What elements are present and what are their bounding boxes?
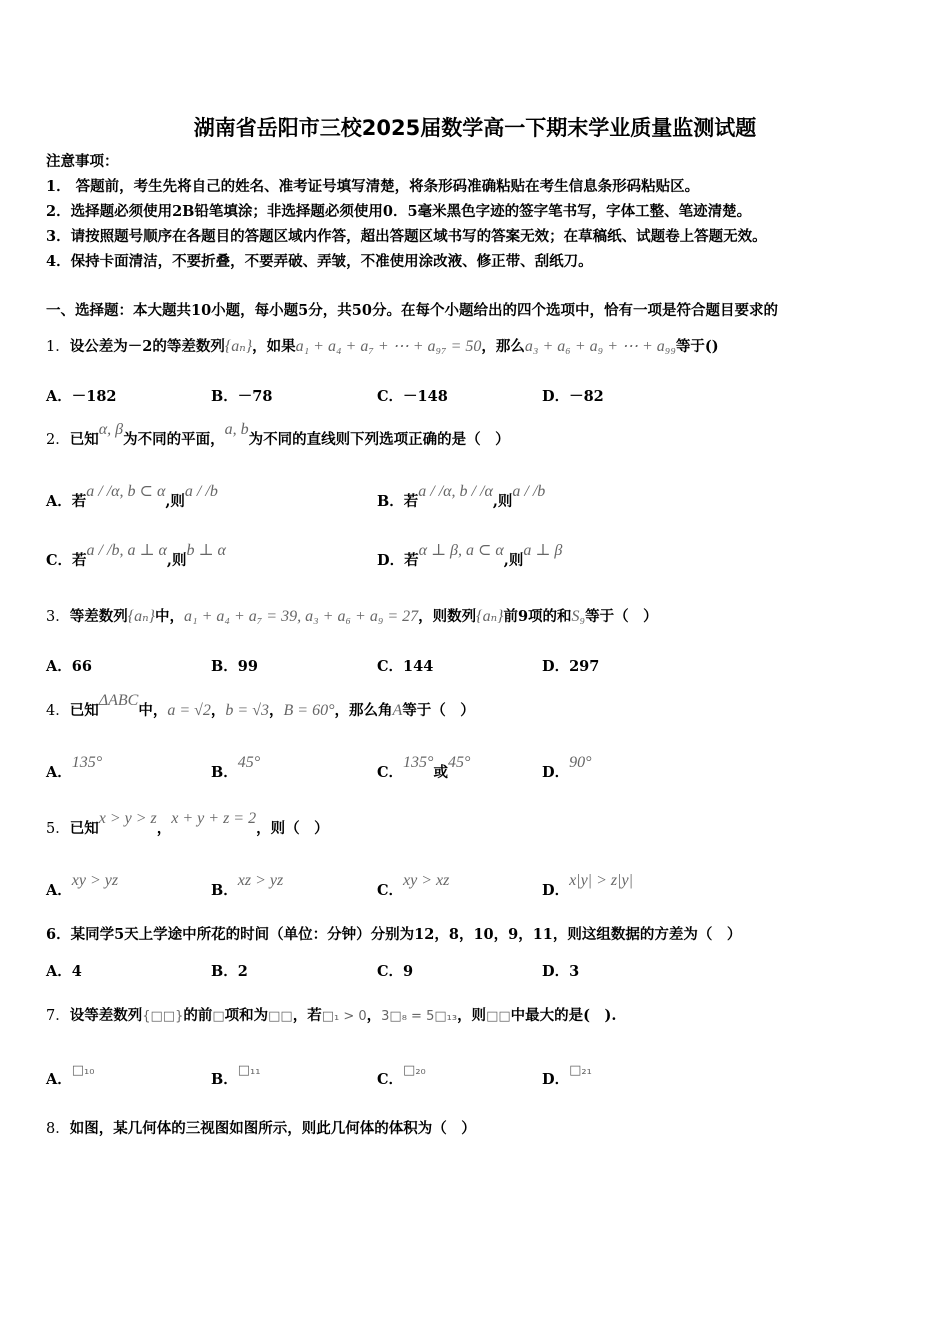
math-expression: B = 60°	[283, 702, 335, 719]
question-text: ，则（ ）	[256, 820, 329, 837]
question-text: ，	[156, 820, 172, 837]
option-d[interactable]: D．90°	[542, 754, 592, 781]
question-text: ，如果	[252, 338, 296, 355]
math-expression: α, β	[98, 421, 124, 438]
question-text: 为不同的平面，	[123, 431, 225, 448]
question-text: 设公差为－2的等差数列	[69, 338, 225, 355]
question-number: 4．	[46, 703, 70, 719]
question-1	[46, 337, 719, 357]
option-a[interactable]: A．66	[46, 658, 92, 675]
question-text: 已知	[69, 702, 99, 719]
question-2	[46, 421, 510, 450]
question-number: 1．	[46, 339, 70, 355]
question-number: 5．	[46, 821, 70, 837]
question-text: 如图，某几何体的三视图如图所示，则此几何体的体积为（ ）	[69, 1120, 476, 1137]
math-expression: □₁ > 0	[321, 1009, 367, 1024]
option-a[interactable]: A．4	[46, 963, 82, 980]
notice-item: 2．选择题必须使用2B铅笔填涂；非选择题必须使用0．5毫米黑色字迹的签字笔书写，字体工整、笔迹清楚。	[46, 203, 752, 220]
math-expression: a₁ + a₄ + a₇ = 39, a₃ + a₆ + a₉ = 27	[184, 608, 419, 625]
option-b[interactable]: B．99	[211, 658, 258, 675]
option-b[interactable]: B．45°	[211, 754, 261, 781]
page-title: 湖南省岳阳市三校2025届数学高一下期末学业质量监测试题	[193, 116, 757, 140]
math-expression: a, b	[224, 421, 249, 438]
math-expression: ΔABC	[98, 692, 139, 709]
option-b[interactable]: B．□₁₁	[211, 1063, 261, 1088]
option-a[interactable]: A．xy > yz	[46, 872, 119, 899]
question-8	[46, 1119, 476, 1139]
question-text: 等于()	[675, 338, 719, 355]
option-a[interactable]: A．－182	[46, 388, 117, 405]
option-c[interactable]: C．144	[377, 658, 434, 675]
question-text: 中，	[155, 608, 185, 625]
math-expression: {aₙ}	[127, 608, 156, 625]
option-a[interactable]: A．若a / /α, b ⊂ α,则a / /b	[46, 483, 218, 510]
question-text: 前9项的和	[503, 608, 572, 625]
question-text: 项和为	[224, 1007, 269, 1024]
notice-heading: 注意事项：	[46, 153, 119, 170]
question-number: 8．	[46, 1121, 70, 1137]
option-b[interactable]: B．－78	[211, 388, 273, 405]
option-d[interactable]: D．3	[542, 963, 580, 980]
question-text: 已知	[69, 820, 99, 837]
question-text: ，若	[292, 1007, 322, 1024]
math-expression: S₉	[571, 608, 586, 625]
question-text: ，那么	[481, 338, 525, 355]
math-expression: b = √3	[225, 702, 269, 719]
question-text: ，	[269, 702, 284, 719]
option-b[interactable]: B．若a / /α, b / /α,则a / /b	[377, 483, 546, 510]
option-d[interactable]: D．－82	[542, 388, 604, 405]
option-b[interactable]: B．2	[211, 963, 248, 980]
math-expression: 3□₈ = 5□₁₃	[381, 1009, 458, 1024]
question-4	[46, 692, 475, 721]
question-text: ，则数列	[418, 608, 477, 625]
question-text: 等差数列	[69, 608, 128, 625]
question-5	[46, 810, 329, 839]
option-a[interactable]: A．□₁₀	[46, 1063, 95, 1088]
notice-item: 1． 答题前，考生先将自己的姓名、准考证号填写清楚，将条形码准确粘贴在考生信息条形码粘贴区。	[46, 178, 700, 195]
math-expression: a₁ + a₄ + a₇ + ⋯ + a₉₇ = 50	[295, 338, 482, 355]
option-c[interactable]: C．□₂₀	[377, 1063, 426, 1088]
option-d[interactable]: D．若α ⊥ β, a ⊂ α,则a ⊥ β	[377, 542, 563, 569]
math-expression: a = √2	[167, 702, 211, 719]
math-expression: □□	[268, 1009, 293, 1024]
math-expression: A	[392, 702, 403, 719]
question-text: 等于（ ）	[585, 608, 658, 625]
question-3	[46, 607, 658, 627]
option-a[interactable]: A．135°	[46, 754, 103, 781]
question-7	[46, 1006, 616, 1027]
question-6: 6．某同学5天上学途中所花的时间（单位：分钟）分别为12，8，10，9，11，则这组数据的方差为（ ）	[46, 926, 742, 943]
math-expression: □□	[486, 1009, 511, 1024]
option-c[interactable]: C．9	[377, 963, 414, 980]
question-text: 中，	[138, 702, 168, 719]
question-text: ，则	[457, 1007, 487, 1024]
math-expression: {aₙ}	[476, 608, 504, 625]
math-expression: a₃ + a₆ + a₉ + ⋯ + a₉₉	[524, 338, 676, 355]
option-c[interactable]: C．若a / /b, a ⊥ α,则b ⊥ α	[46, 542, 226, 569]
math-expression: □	[212, 1009, 225, 1024]
notice-item: 4．保持卡面清洁，不要折叠，不要弄破、弄皱，不准使用涂改液、修正带、刮纸刀。	[46, 253, 593, 270]
question-text: 为不同的直线则下列选项正确的是（ ）	[248, 431, 510, 448]
question-text: ，	[366, 1007, 382, 1024]
question-text: 等于（ ）	[402, 702, 475, 719]
question-text: 的前	[183, 1007, 213, 1024]
option-b[interactable]: B．xz > yz	[211, 872, 284, 899]
option-d[interactable]: D．□₂₁	[542, 1063, 592, 1088]
question-text: 中最大的是( ).	[510, 1007, 617, 1024]
question-text: 设等差数列	[69, 1007, 143, 1024]
option-d[interactable]: D．x|y| > z|y|	[542, 872, 633, 899]
option-c[interactable]: C．135°或45°	[377, 754, 471, 781]
notice-item: 3．请按照题号顺序在各题目的答题区域内作答，超出答题区域书写的答案无效；在草稿纸、试题卷上答题无效。	[46, 228, 767, 245]
question-text: 已知	[69, 431, 99, 448]
option-d[interactable]: D．297	[542, 658, 600, 675]
question-number: 7．	[46, 1008, 70, 1024]
math-expression: x + y + z = 2	[171, 810, 257, 827]
question-number: 2．	[46, 432, 70, 448]
option-c[interactable]: C．－148	[377, 388, 448, 405]
question-text: ，那么角	[334, 702, 393, 719]
math-expression: {aₙ}	[224, 338, 253, 355]
question-number: 3．	[46, 609, 70, 625]
option-c[interactable]: C．xy > xz	[377, 872, 450, 899]
section-heading: 一、选择题：本大题共10小题，每小题5分，共50分。在每个小题给出的四个选项中，恰有一项是符合题目要求的	[46, 302, 778, 319]
math-expression: {□□}	[142, 1009, 184, 1024]
question-text: ，	[210, 702, 226, 719]
math-expression: x > y > z	[98, 810, 157, 827]
